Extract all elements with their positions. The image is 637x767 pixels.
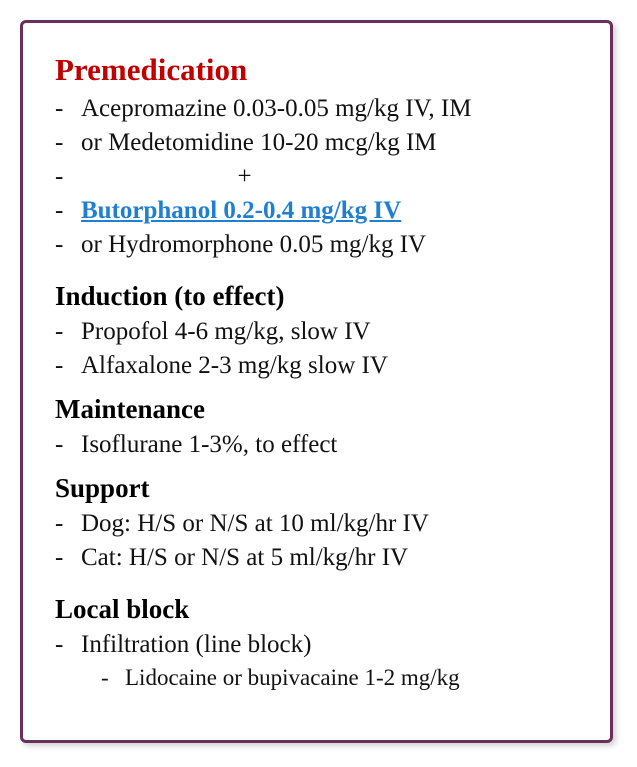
bullet-dash: - [55, 128, 64, 156]
bullet-dash: - [101, 664, 109, 690]
sections-container [55, 51, 578, 693]
list-item [55, 541, 578, 575]
section-title: Local block [55, 593, 190, 624]
protocol-card [20, 20, 613, 743]
section-spacer [55, 462, 578, 472]
bullet-dash: - [55, 430, 64, 458]
list-item-text: or Medetomidine 10-20 mcg/kg IM [81, 128, 437, 156]
list-item [55, 428, 578, 462]
section-title: Maintenance [55, 393, 205, 424]
bullet-dash: - [55, 351, 64, 379]
list-item-text: Propofol 4-6 mg/kg, slow IV [81, 317, 371, 345]
list-item [55, 228, 578, 262]
section-title: Support [55, 472, 150, 503]
list-item-text: Lidocaine or bupivacaine 1-2 mg/kg [125, 664, 460, 690]
list-item [55, 507, 578, 541]
list-item [55, 92, 578, 126]
list-item-text: or Hydromorphone 0.05 mg/kg IV [81, 230, 427, 258]
list-item-text: Acepromazine 0.03-0.05 mg/kg IV, IM [81, 94, 472, 122]
section-title: Premedication [55, 52, 248, 87]
list-item-text: Alfaxalone 2-3 mg/kg slow IV [81, 351, 388, 379]
list-item-text: Dog: H/S or N/S at 10 ml/kg/hr IV [81, 509, 429, 537]
section-spacer [55, 383, 578, 393]
list-item-text: Cat: H/S or N/S at 5 ml/kg/hr IV [81, 543, 409, 571]
bullet-dash: - [55, 162, 64, 190]
section-item-list [55, 507, 578, 575]
section-item-list [55, 92, 578, 262]
list-item [55, 315, 578, 349]
bullet-dash: - [55, 509, 64, 537]
highlighted-drug-link[interactable]: Butorphanol 0.2-0.4 mg/kg IV [81, 196, 402, 224]
bullet-dash: - [55, 543, 64, 571]
list-item-text: + [237, 162, 252, 190]
section-item-list [55, 315, 578, 383]
section-item-list [55, 628, 578, 693]
list-item [55, 349, 578, 383]
section-title: Induction (to effect) [55, 280, 285, 311]
list-item [55, 194, 578, 228]
list-item-text: Infiltration (line block) [81, 630, 312, 658]
list-item [55, 160, 578, 194]
list-item [55, 628, 578, 662]
section-spacer [55, 575, 578, 593]
bullet-dash: - [55, 317, 64, 345]
section-spacer [55, 262, 578, 280]
list-item [55, 662, 578, 693]
list-item-text: Isoflurane 1-3%, to effect [81, 430, 338, 458]
bullet-dash: - [55, 196, 64, 224]
bullet-dash: - [55, 94, 64, 122]
bullet-dash: - [55, 230, 64, 258]
bullet-dash: - [55, 630, 64, 658]
list-item [55, 126, 578, 160]
section-item-list [55, 428, 578, 462]
